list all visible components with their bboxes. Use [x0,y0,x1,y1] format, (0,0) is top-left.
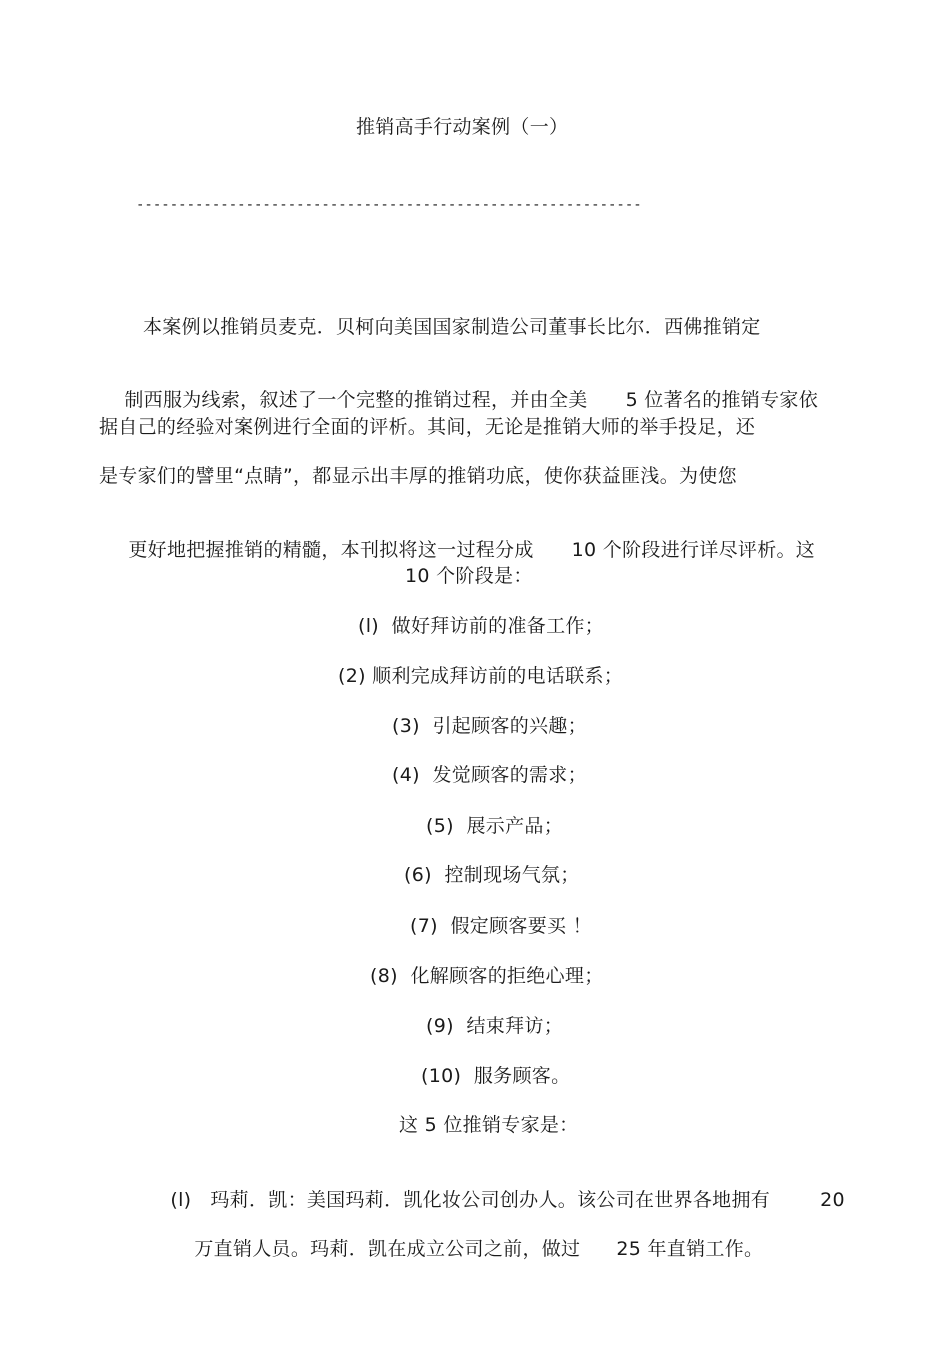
stage-item: (9) 结束拜访； [426,1015,563,1037]
stage-item: (7) 假定顾客要买 ！ [410,915,592,937]
experts-heading: 这 5 位推销专家是： [399,1114,579,1136]
intro-line-6: 10 个阶段是： [405,565,533,587]
intro-line-2-number: 5 位著名的推销专家依 [625,389,818,411]
intro-line-5-number: 10 个阶段进行详尽评析。这 [571,539,816,561]
expert-1-line-2 [169,1213,763,1285]
expert-1-line-1-text: (l) 玛莉．凯：美国玛莉．凯化妆公司创办人。该公司在世界各地拥有 [170,1189,771,1211]
expert-1-line-2-text: 万直销人员。玛莉．凯在成立公司之前，做过 [194,1238,581,1260]
expert-1-line-1-number: 20 [820,1189,845,1211]
stage-item: (5) 展示产品； [426,815,563,837]
stage-item: (4) 发觉顾客的需求； [392,764,587,786]
stage-item: (6) 控制现场气氛； [404,864,580,886]
intro-line-5-text: 更好地把握推销的精髓，本刊拟将这一过程分成 [128,539,534,561]
intro-line-3: 据自己的经验对案例进行全面的评析。其间，无论是推销大师的举手投足，还 [99,416,756,438]
separator-line: ------------------------------------------------------------ [136,197,642,213]
stage-item: (3) 引起顾客的兴趣； [392,715,587,737]
expert-1-line-2-number: 25 年直销工作。 [616,1238,764,1260]
stage-item: (8) 化解顾客的拒绝心理； [370,965,604,987]
page-title: 推销高手行动案例（一） [356,116,569,138]
intro-line-2-text: 制西服为线索，叙述了一个完整的推销过程，并由全美 [124,389,588,411]
stage-item: (10) 服务顾客。 [421,1065,571,1087]
intro-line-1: 本案例以推销员麦克．贝柯向美国国家制造公司董事长比尔．西佛推销定 [143,316,761,338]
stage-item: (2) 顺利完成拜访前的电话联系； [338,665,624,687]
stage-item: (l) 做好拜访前的准备工作； [358,615,604,637]
intro-line-4: 是专家们的譬里“点睛”，都显示出丰厚的推销功底，使你获益匪浅。为使您 [99,465,737,487]
